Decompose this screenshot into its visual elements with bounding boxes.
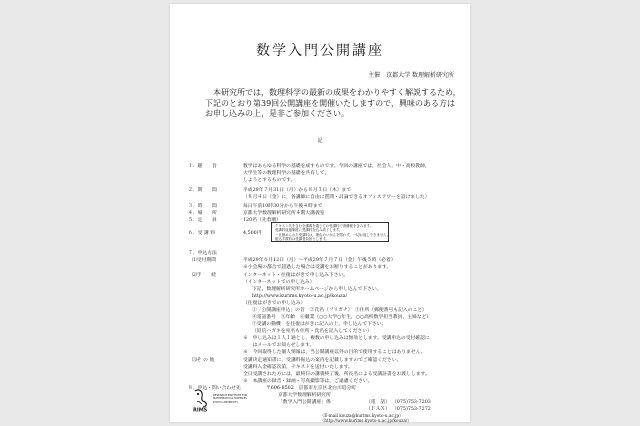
intro-line: 下記のとおり第39回公開講座を開催いたしますので，興味のある方は: [205, 98, 456, 108]
method-line: ①「公開講座申込」の旨 ②氏名（フリガナ） ③住所（郵便番号も記入のこと）: [252, 308, 427, 313]
document-title: 数学入門公開講座: [256, 43, 384, 59]
item-label-place: ４．場 所: [188, 211, 217, 216]
tel-label: （電 話）: [366, 400, 390, 405]
contact-org: 「数学入門公開講座」係: [278, 400, 331, 405]
intro-line: お申し込みの上，是非ご参加ください。: [205, 109, 349, 118]
organizer: 主催 京都大学 数理解析研究所: [368, 72, 454, 79]
item-text: しようとするものです。: [243, 178, 296, 183]
website-link[interactable]: http://www.kurims.kyoto-u.ac.jp/kouza/: [252, 294, 348, 299]
fee-note-line: 受講料返還制度に受講料を込み終了します。: [275, 228, 343, 233]
item-text: 120名（先着順）: [243, 218, 281, 223]
method-line: （インターネットでの申し込み）: [243, 280, 315, 285]
other-line: 受講決定通知書に，受講料振込の案内を記載しますのでご確認ください。: [243, 358, 402, 363]
item-text: 平成29年７月31日（月）から８月３日（木）まで: [243, 188, 352, 193]
other-label: ⑶そ の 他: [192, 358, 215, 363]
method-line: ⑦受講の動機 を往復はがきに記入の上，申し込んで下さい。: [252, 322, 387, 327]
item-text: （８月４日（金）に，各講師に自由に質問・討論できるオフィスアワーを設けました）: [243, 195, 430, 200]
item-label-capacity: ５．定 員: [188, 218, 217, 223]
method-label: ⑵手 続: [192, 273, 216, 278]
item-label-time: ３．時 間: [188, 204, 217, 209]
method-line: （往復はがきでの申し込み）: [243, 301, 306, 306]
intro-paragraph: [205, 88, 461, 120]
method-line: インターネット・往復はがきで申し込み下さい。: [243, 273, 349, 278]
item-text: 大学生等の数理科学の基礎を共有して，: [243, 171, 330, 176]
item-label-purpose: １．趣 旨: [188, 164, 217, 169]
contact-email[interactable]: （E-mail kouza@kurims.kyoto-u.ac.jp）: [320, 413, 404, 418]
item-label-contact: ８．申込・問い合わせ先: [188, 386, 241, 391]
logo-caption-line: KYOTO UNIVERSITY: [213, 400, 238, 404]
method-line: 下記，数理解析研究所ホームページから申し込んで下さい。: [252, 287, 382, 292]
other-line: 受講料入金確認次第，テキストを送付いたします。: [243, 365, 353, 370]
other-line: ※ 本講座の録音・録画・写真撮影等は，ご遠慮ください。: [243, 379, 373, 384]
contact-url[interactable]: （http://www.kurims.kyoto-u.ac.jp/kouza/）: [320, 418, 412, 423]
logo-caption-line: MATHEMATICAL SCIENCES: [213, 397, 247, 401]
method-line: ④電話番号 ⑤年齢 ⑥職業（○○大学○年生，○○高校数学担当教員，主婦など）: [252, 315, 432, 320]
fee-note-line: テキスト代を含む全講義を通じての受講料で消費税を含みます。: [275, 224, 373, 228]
fee-note-box: [271, 222, 389, 242]
intro-line: 本研究所では，数理科学の最新の成果をわかりやすく解説するため，: [213, 88, 461, 97]
other-line: 全日受講された方には，最終日の講義終了後，所長名による受講証書をお渡しします。: [243, 372, 430, 377]
fee-note-line: 振込手数料は受講者負担とします。: [275, 237, 329, 242]
application-period: 平成29年６月12日（月）～平成29年７月７日（金）午後５時（必着）: [243, 258, 396, 263]
contact-postal: 〒606-8502 京都市左京区北白川追分町: [266, 386, 357, 391]
logo-caption-line: RESEARCH INSTITUTE FOR: [213, 394, 248, 397]
period-label: ⑴受付期間: [192, 258, 216, 263]
item-label-fee: ６．受 講 料: [188, 231, 216, 236]
fee-note-line: 一旦納められた受講料は，理由のいかんを問わず，一切お返しできません。: [275, 232, 391, 237]
period-note: ※小会場の都合で超過した場合は受講をお断りすることがあります。: [243, 265, 392, 270]
fax-number: （075)753-7272: [392, 407, 431, 412]
method-note: ※ 今回取得した個人情報は，当公開講座以外の目的で使用することはありません。: [243, 350, 426, 355]
announcement-sheet: [170, 4, 470, 422]
method-line: （返信ハガキを宛名も住所・氏名を記入してください）: [252, 329, 372, 334]
item-label-application: ７．申込方法: [188, 251, 217, 256]
item-text: 京都大学数理解析研究所４階大講義室: [243, 211, 325, 216]
fee-amount: 4,500円: [243, 231, 262, 236]
logo-text: RIMS: [193, 407, 208, 412]
logo-caption: [213, 394, 247, 404]
method-note: ※ 申し込みは１人１通とし，複数の申し込みは無効とします。受講申込の受付確認に: [243, 336, 430, 341]
item-label-period: ２．期 間: [188, 188, 217, 193]
tel-number: （075)753-7203: [392, 400, 431, 405]
item-text: 数学はあらゆる科学の基礎を成すものです。今回の講座では，社会人，中・高校教師，: [243, 164, 430, 169]
method-note: はメールでお知らせします。: [243, 343, 315, 348]
ki-heading: 記: [317, 138, 323, 144]
fax-label: （ＦＡＸ）: [366, 407, 390, 412]
item-text: 毎日午前10時30分から午後４時まで: [243, 204, 323, 209]
contact-org: 京都大学数理解析研究所: [278, 393, 331, 398]
